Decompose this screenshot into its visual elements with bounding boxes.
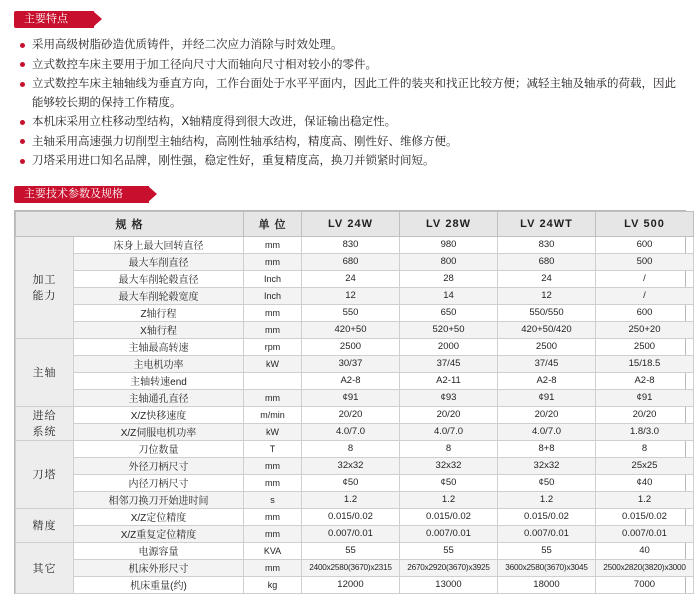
spec-item-label: X/Z重复定位精度 (74, 525, 244, 542)
col-header-model-2: LV 28W (400, 211, 498, 236)
spec-unit: m/min (244, 406, 302, 423)
list-item (20, 113, 682, 132)
spec-value: 32x32 (302, 457, 400, 474)
spec-value: 55 (302, 542, 400, 559)
spec-item-label: X轴行程 (74, 321, 244, 338)
spec-value: 1.2 (400, 491, 498, 508)
spec-value: 0.007/0.01 (302, 525, 400, 542)
spec-value: 0.015/0.02 (302, 508, 400, 525)
spec-value: / (596, 287, 694, 304)
spec-value: ¢93 (400, 389, 498, 406)
specs-section-header (0, 172, 700, 203)
spec-item-label: 刀位数量 (74, 440, 244, 457)
row-group-label: 刀塔 (16, 440, 74, 508)
spec-unit: mm (244, 253, 302, 270)
table-row (16, 457, 694, 474)
spec-value: 2400x2580(3670)x2315 (302, 559, 400, 576)
features-section-header (0, 0, 700, 28)
spec-value: 550 (302, 304, 400, 321)
table-row (16, 474, 694, 491)
spec-item-label: X/Z快移速度 (74, 406, 244, 423)
list-item (20, 75, 682, 112)
spec-unit: rpm (244, 338, 302, 355)
bullet-dot-icon (20, 62, 25, 67)
spec-unit: mm (244, 525, 302, 542)
spec-value: 15/18.5 (596, 355, 694, 372)
spec-value: ¢50 (302, 474, 400, 491)
spec-item-label: 机床重量(约) (74, 576, 244, 593)
spec-value: 4.0/7.0 (302, 423, 400, 440)
spec-value: 250+20 (596, 321, 694, 338)
spec-value: 0.007/0.01 (400, 525, 498, 542)
spec-value: 1.2 (596, 491, 694, 508)
spec-unit: kW (244, 355, 302, 372)
spec-item-label: 相邻刀换刀开始进时间 (74, 491, 244, 508)
spec-value: A2-8 (302, 372, 400, 389)
spec-value: ¢40 (596, 474, 694, 491)
spec-value: 20/20 (596, 406, 694, 423)
spec-value: 500 (596, 253, 694, 270)
spec-item-label: 机床外形尺寸 (74, 559, 244, 576)
spec-unit: Inch (244, 287, 302, 304)
list-item (20, 36, 682, 55)
table-row (16, 355, 694, 372)
row-group-label: 加工 能力 (16, 236, 74, 338)
spec-value: ¢91 (302, 389, 400, 406)
table-row (16, 423, 694, 440)
spec-value: 12000 (302, 576, 400, 593)
table-header-row (16, 211, 694, 236)
feature-text: 本机床采用立柱移动型结构，X轴精度得到很大改进，保证输出稳定性。 (32, 116, 397, 128)
bullet-dot-icon (20, 139, 25, 144)
specs-title: 主要技术参数及规格 (14, 186, 149, 203)
table-row (16, 406, 694, 423)
spec-value: 4.0/7.0 (400, 423, 498, 440)
spec-value: 24 (498, 270, 596, 287)
table-row (16, 253, 694, 270)
list-item (20, 152, 682, 171)
spec-value: / (596, 270, 694, 287)
spec-value: 30/37 (302, 355, 400, 372)
spec-value: 8+8 (498, 440, 596, 457)
spec-value: 830 (498, 236, 596, 253)
spec-unit (244, 372, 302, 389)
feature-text: 立式数控车床主轴轴线为垂直方向，工作台面处于水平平面内，因此工件的装夹和找正比较方便；减轻主轴及轴承的荷载，因此能够较长期的保持工作精度。 (32, 78, 676, 109)
spec-value: 600 (596, 304, 694, 321)
spec-item-label: 内径刀柄尺寸 (74, 474, 244, 491)
table-row (16, 491, 694, 508)
spec-value: 520+50 (400, 321, 498, 338)
spec-value: 420+50 (302, 321, 400, 338)
spec-item-label: 主轴转速end (74, 372, 244, 389)
row-group-label: 其它 (16, 542, 74, 593)
bullet-dot-icon (20, 82, 25, 87)
spec-item-label: 主轴最高转速 (74, 338, 244, 355)
list-item (20, 56, 682, 75)
spec-value: 3600x2580(3670)x3045 (498, 559, 596, 576)
spec-table-head (16, 211, 694, 236)
spec-unit: T (244, 440, 302, 457)
spec-unit: mm (244, 236, 302, 253)
spec-unit: mm (244, 457, 302, 474)
spec-value: 1.8/3.0 (596, 423, 694, 440)
spec-value: 20/20 (302, 406, 400, 423)
table-row (16, 389, 694, 406)
spec-value: 600 (596, 236, 694, 253)
spec-item-label: X/Z定位精度 (74, 508, 244, 525)
table-row (16, 542, 694, 559)
spec-table-body (16, 236, 694, 593)
spec-value: 14 (400, 287, 498, 304)
table-row (16, 440, 694, 457)
spec-value: 25x25 (596, 457, 694, 474)
spec-unit: mm (244, 508, 302, 525)
spec-value: 40 (596, 542, 694, 559)
spec-value: 20/20 (400, 406, 498, 423)
spec-unit: kg (244, 576, 302, 593)
spec-value: 55 (498, 542, 596, 559)
table-row (16, 270, 694, 287)
feature-text: 刀塔采用进口知名品牌，刚性强，稳定性好，重复精度高，换刀并锁紧时间短。 (32, 155, 435, 167)
spec-value: 24 (302, 270, 400, 287)
spec-value: 12 (498, 287, 596, 304)
spec-item-label: 最大车削轮毂直径 (74, 270, 244, 287)
spec-value: 2500 (596, 338, 694, 355)
spec-value: 37/45 (400, 355, 498, 372)
row-group-label: 主轴 (16, 338, 74, 406)
table-row (16, 338, 694, 355)
spec-value: ¢91 (596, 389, 694, 406)
spec-unit: mm (244, 559, 302, 576)
row-group-label: 进给 系统 (16, 406, 74, 440)
spec-value: 13000 (400, 576, 498, 593)
spec-value: 8 (302, 440, 400, 457)
table-row (16, 559, 694, 576)
spec-value: 650 (400, 304, 498, 321)
spec-value: A2-8 (596, 372, 694, 389)
spec-value: 2500 (498, 338, 596, 355)
spec-item-label: 主电机功率 (74, 355, 244, 372)
features-title: 主要特点 (14, 11, 94, 28)
spec-value: 4.0/7.0 (498, 423, 596, 440)
col-header-model-1: LV 24W (302, 211, 400, 236)
table-row (16, 236, 694, 253)
spec-unit: kW (244, 423, 302, 440)
spec-value: 8 (400, 440, 498, 457)
spec-value: 420+50/420 (498, 321, 596, 338)
spec-value: 0.015/0.02 (498, 508, 596, 525)
spec-value: 680 (302, 253, 400, 270)
spec-value: 830 (302, 236, 400, 253)
spec-item-label: 主轴通孔直径 (74, 389, 244, 406)
spec-value: 55 (400, 542, 498, 559)
spec-value: 2500x2820(3820)x3000 (596, 559, 694, 576)
spec-value: 32x32 (400, 457, 498, 474)
features-list (0, 36, 700, 171)
spec-value: 1.2 (302, 491, 400, 508)
spec-item-label: 电源容量 (74, 542, 244, 559)
col-header-model-4: LV 500 (596, 211, 694, 236)
table-row (16, 321, 694, 338)
spec-unit: mm (244, 389, 302, 406)
spec-item-label: X/Z伺服电机功率 (74, 423, 244, 440)
spec-value: 0.007/0.01 (498, 525, 596, 542)
spec-value: 0.015/0.02 (400, 508, 498, 525)
spec-value: 2670x2920(3670)x3925 (400, 559, 498, 576)
bullet-dot-icon (20, 43, 25, 48)
spec-item-label: 最大车削轮毂宽度 (74, 287, 244, 304)
row-group-label: 精度 (16, 508, 74, 542)
spec-value: 0.015/0.02 (596, 508, 694, 525)
spec-value: A2-11 (400, 372, 498, 389)
spec-value: 980 (400, 236, 498, 253)
spec-unit: Inch (244, 270, 302, 287)
spec-value: 12 (302, 287, 400, 304)
spec-value: 800 (400, 253, 498, 270)
spec-table (15, 211, 694, 594)
spec-value: 2500 (302, 338, 400, 355)
spec-item-label: Z轴行程 (74, 304, 244, 321)
spec-value: 1.2 (498, 491, 596, 508)
spec-value: 2000 (400, 338, 498, 355)
bullet-dot-icon (20, 159, 25, 164)
table-row (16, 287, 694, 304)
spec-unit: KVA (244, 542, 302, 559)
spec-unit: mm (244, 321, 302, 338)
spec-value: 32x32 (498, 457, 596, 474)
table-row (16, 372, 694, 389)
spec-value: 8 (596, 440, 694, 457)
spec-item-label: 外径刀柄尺寸 (74, 457, 244, 474)
spec-value: ¢50 (400, 474, 498, 491)
spec-value: 20/20 (498, 406, 596, 423)
spec-value: A2-8 (498, 372, 596, 389)
spec-item-label: 床身上最大回转直径 (74, 236, 244, 253)
spec-value: 680 (498, 253, 596, 270)
spec-value: 18000 (498, 576, 596, 593)
col-header-model-3: LV 24WT (498, 211, 596, 236)
spec-unit: s (244, 491, 302, 508)
table-row (16, 304, 694, 321)
col-header-spec: 规 格 (16, 211, 244, 236)
table-row (16, 576, 694, 593)
list-item (20, 133, 682, 152)
table-row (16, 508, 694, 525)
feature-text: 立式数控车床主要用于加工径向尺寸大而轴向尺寸相对较小的零件。 (32, 58, 377, 71)
col-header-unit: 单 位 (244, 211, 302, 236)
table-row (16, 525, 694, 542)
spec-unit: mm (244, 304, 302, 321)
bullet-dot-icon (20, 120, 25, 125)
spec-table-container (14, 210, 686, 594)
spec-value: 550/550 (498, 304, 596, 321)
spec-value: 7000 (596, 576, 694, 593)
spec-value: 37/45 (498, 355, 596, 372)
feature-text: 采用高级树脂砂造优质铸件，并经二次应力消除与时效处理。 (32, 39, 343, 51)
spec-value: ¢50 (498, 474, 596, 491)
spec-value: 28 (400, 270, 498, 287)
spec-item-label: 最大车削直径 (74, 253, 244, 270)
spec-value: ¢91 (498, 389, 596, 406)
spec-unit: mm (244, 474, 302, 491)
feature-text: 主轴采用高速强力切削型主轴结构，高刚性轴承结构，精度高、刚性好、维修方便。 (32, 135, 458, 148)
spec-value: 0.007/0.01 (596, 525, 694, 542)
